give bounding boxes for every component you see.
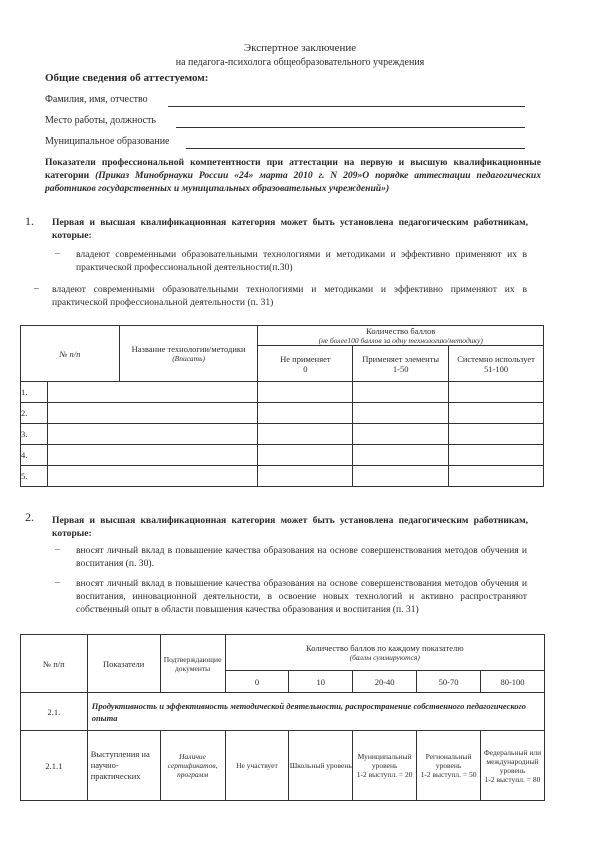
table-row-num: 4. bbox=[21, 445, 48, 466]
score-col-label: Системно использует bbox=[457, 353, 535, 364]
ind-score-col: 50-70 bbox=[417, 671, 481, 693]
field-workplace-line[interactable] bbox=[176, 127, 525, 128]
score-col-label: Не применяет bbox=[280, 353, 331, 364]
level-label: Региональный уровень bbox=[425, 752, 472, 770]
section1-number: 1. bbox=[25, 214, 34, 228]
table-cell[interactable] bbox=[47, 403, 258, 424]
row-211-c50 bbox=[417, 731, 481, 801]
table-cell[interactable] bbox=[258, 424, 353, 445]
level-sub: 1-2 выступл. = 50 bbox=[420, 770, 477, 779]
field-municipality-label: Муниципальное образование bbox=[45, 136, 170, 147]
ind-score-col: 10 bbox=[289, 671, 353, 693]
level-sub: 1-2 выступл. = 80 bbox=[484, 774, 541, 784]
section1-bullet-1: владеют современными образовательными технологиями и методиками и эффективно применяют их в практической профессиональной деятельности(п.30) bbox=[76, 249, 527, 273]
tech-header-label: Название технологии/методики bbox=[131, 344, 246, 354]
table-cell[interactable] bbox=[47, 466, 258, 487]
tech-header-note: (Вписать) bbox=[172, 354, 205, 363]
field-municipality-line[interactable] bbox=[186, 148, 525, 149]
score-col-system bbox=[449, 346, 544, 382]
ind-table-docs-header: Подтверждающие документы bbox=[160, 635, 225, 693]
field-fio-label: Фамилия, имя, отчество bbox=[45, 94, 148, 105]
table-cell[interactable] bbox=[258, 445, 353, 466]
table-cell[interactable] bbox=[353, 382, 449, 403]
order-reference: (Приказ Минобрнауки России «24» марта 2010 г. N 209»О порядке аттестации педагогических работников государственных и муниципальных образовательных учреждений») bbox=[45, 170, 541, 194]
score-col-value: 51-100 bbox=[484, 363, 509, 374]
tech-table-score-header bbox=[258, 326, 544, 346]
row-211-docs: Наличие сертификатов, программ bbox=[160, 731, 225, 801]
indicators-paragraph bbox=[45, 156, 541, 195]
ind-table-indicator-header: Показатели bbox=[87, 635, 160, 693]
table-cell[interactable] bbox=[353, 466, 449, 487]
table-cell[interactable] bbox=[449, 466, 544, 487]
score-col-label: Применяет элементы bbox=[362, 353, 440, 364]
table-cell[interactable] bbox=[47, 424, 258, 445]
table-row-num: 2. bbox=[21, 403, 48, 424]
level-label: Муниципальный уровень bbox=[357, 752, 412, 770]
score-header-note: (не более100 баллов за одну технологию/методику) bbox=[318, 336, 483, 345]
ind-score-header-note: (баллы суммируются) bbox=[349, 653, 420, 662]
indicators-text: Показатели профессиональной компетентности при аттестации на первую и высшую квалификационные категории bbox=[45, 157, 541, 181]
bullet-dash: – bbox=[55, 577, 60, 588]
row-211-c10: Школьный уровень bbox=[289, 731, 353, 801]
table-cell[interactable] bbox=[258, 403, 353, 424]
table-cell[interactable] bbox=[449, 382, 544, 403]
bullet-dash: – bbox=[34, 283, 39, 294]
ind-score-col: 0 bbox=[225, 671, 289, 693]
score-col-none bbox=[258, 346, 353, 382]
ind-score-col: 20-40 bbox=[353, 671, 417, 693]
indicators-table bbox=[20, 634, 545, 801]
row-21-num: 2.1. bbox=[21, 693, 88, 731]
tech-table-num-header: № п/п bbox=[21, 326, 120, 382]
bullet-dash: – bbox=[55, 248, 60, 259]
level-label: Федеральный или международный уровень bbox=[483, 747, 542, 775]
table-row-num: 3. bbox=[21, 424, 48, 445]
row-211-c0: Не участвует bbox=[225, 731, 289, 801]
ind-table-score-header bbox=[225, 635, 544, 671]
table-cell[interactable] bbox=[449, 424, 544, 445]
score-col-value: 0 bbox=[303, 363, 308, 374]
table-cell[interactable] bbox=[47, 445, 258, 466]
table-cell[interactable] bbox=[449, 403, 544, 424]
row-211-num: 2.1.1 bbox=[21, 731, 88, 801]
section2-number: 2. bbox=[25, 510, 34, 524]
section2-bullet-2: вносят личный вклад в повышение качества образования на основе совершенствования методов обучения и воспитания, инновационной деятельности, в освоение новых технологий и активно распространяют собственный опыт в области повышения качества образования и воспитания (п. 31) bbox=[76, 578, 527, 615]
section2-text: Первая и высшая квалификационная категория может быть установлена педагогическим работникам, которые: bbox=[52, 515, 528, 539]
row-211-c20 bbox=[353, 731, 417, 801]
general-info-heading: Общие сведения об аттестуемом: bbox=[45, 72, 209, 84]
table-cell[interactable] bbox=[258, 466, 353, 487]
tech-table bbox=[20, 325, 544, 487]
ind-table-num-header: № п/п bbox=[21, 635, 88, 693]
table-row-num: 5. bbox=[21, 466, 48, 487]
field-fio-line[interactable] bbox=[168, 106, 525, 107]
table-cell[interactable] bbox=[353, 403, 449, 424]
field-workplace-label: Место работы, должность bbox=[45, 115, 156, 126]
row-211-c80 bbox=[481, 731, 545, 801]
table-row-num: 1. bbox=[21, 382, 48, 403]
row-21-text: Продуктивность и эффективность методической деятельности, распространение собственного педагогического опыта bbox=[87, 693, 544, 731]
table-cell[interactable] bbox=[47, 382, 258, 403]
section2-bullet-1: вносят личный вклад в повышение качества образования на основе совершенствования методов обучения и воспитания (п. 30). bbox=[76, 545, 527, 569]
table-cell[interactable] bbox=[258, 382, 353, 403]
tech-table-tech-header bbox=[119, 326, 258, 382]
row-211-indicator: Выступления на научно-практических bbox=[87, 731, 160, 801]
table-cell[interactable] bbox=[449, 445, 544, 466]
ind-score-header-label: Количество баллов по каждому показателю bbox=[305, 643, 464, 653]
table-cell[interactable] bbox=[353, 424, 449, 445]
document-title: Экспертное заключение bbox=[243, 42, 357, 54]
table-cell[interactable] bbox=[353, 445, 449, 466]
level-sub: 1-2 выступл. = 20 bbox=[356, 770, 413, 779]
ind-score-col: 80-100 bbox=[481, 671, 545, 693]
score-col-value: 1-50 bbox=[392, 363, 409, 374]
document-subtitle: на педагога-психолога общеобразовательного учреждения bbox=[175, 57, 425, 68]
bullet-dash: – bbox=[55, 544, 60, 555]
score-col-elements bbox=[353, 346, 449, 382]
section1-bullet-2: владеют современными образовательными технологиями и методиками и эффективно применяют их в практической профессиональной деятельности (п. 31) bbox=[52, 284, 527, 308]
section1-text: Первая и высшая квалификационная категория может быть установлена педагогическим работникам, которые: bbox=[52, 217, 528, 241]
score-header-label: Количество баллов bbox=[366, 326, 436, 336]
